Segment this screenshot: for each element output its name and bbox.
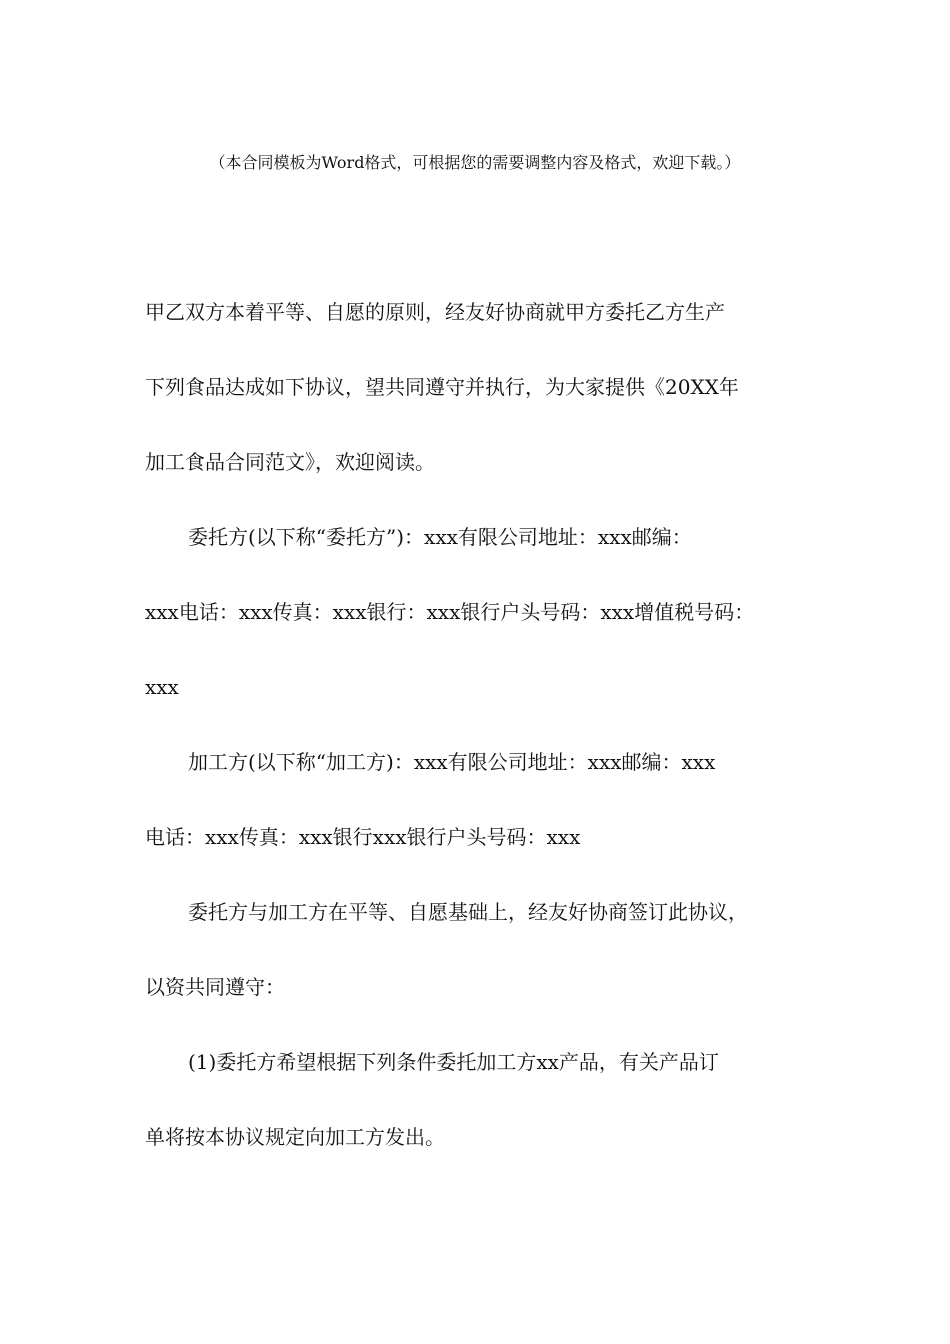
clause-1-line-1: (1)委托方希望根据下列条件委托加工方xx产品，有关产品订: [188, 1050, 719, 1074]
paragraph-intro-line-1: 甲乙双方本着平等、自愿的原则，经友好协商就甲方委托乙方生产: [145, 300, 725, 324]
clause-1-line-2: 单将按本协议规定向加工方发出。: [145, 1125, 445, 1149]
client-info-line-1: 委托方(以下称“委托方”)：xxx有限公司地址：xxx邮编：: [188, 525, 692, 549]
processor-info-line-1: 加工方(以下称“加工方)：xxx有限公司地址：xxx邮编：xxx: [188, 750, 716, 774]
paragraph-intro-line-2: 下列食品达成如下协议，望共同遵守并执行，为大家提供《20XX年: [145, 375, 739, 399]
client-info-line-3: xxx: [145, 675, 179, 699]
template-note: （本合同模板为Word格式，可根据您的需要调整内容及格式，欢迎下载。）: [209, 153, 741, 172]
agreement-line-2: 以资共同遵守：: [145, 975, 285, 999]
processor-info-line-2: 电话：xxx传真：xxx银行xxx银行户头号码：xxx: [145, 825, 581, 849]
paragraph-intro-line-3: 加工食品合同范文》，欢迎阅读。: [145, 450, 435, 474]
client-info-line-2: xxx电话：xxx传真：xxx银行：xxx银行户头号码：xxx增值税号码：: [145, 600, 755, 624]
agreement-line-1: 委托方与加工方在平等、自愿基础上，经友好协商签订此协议，: [188, 900, 748, 924]
